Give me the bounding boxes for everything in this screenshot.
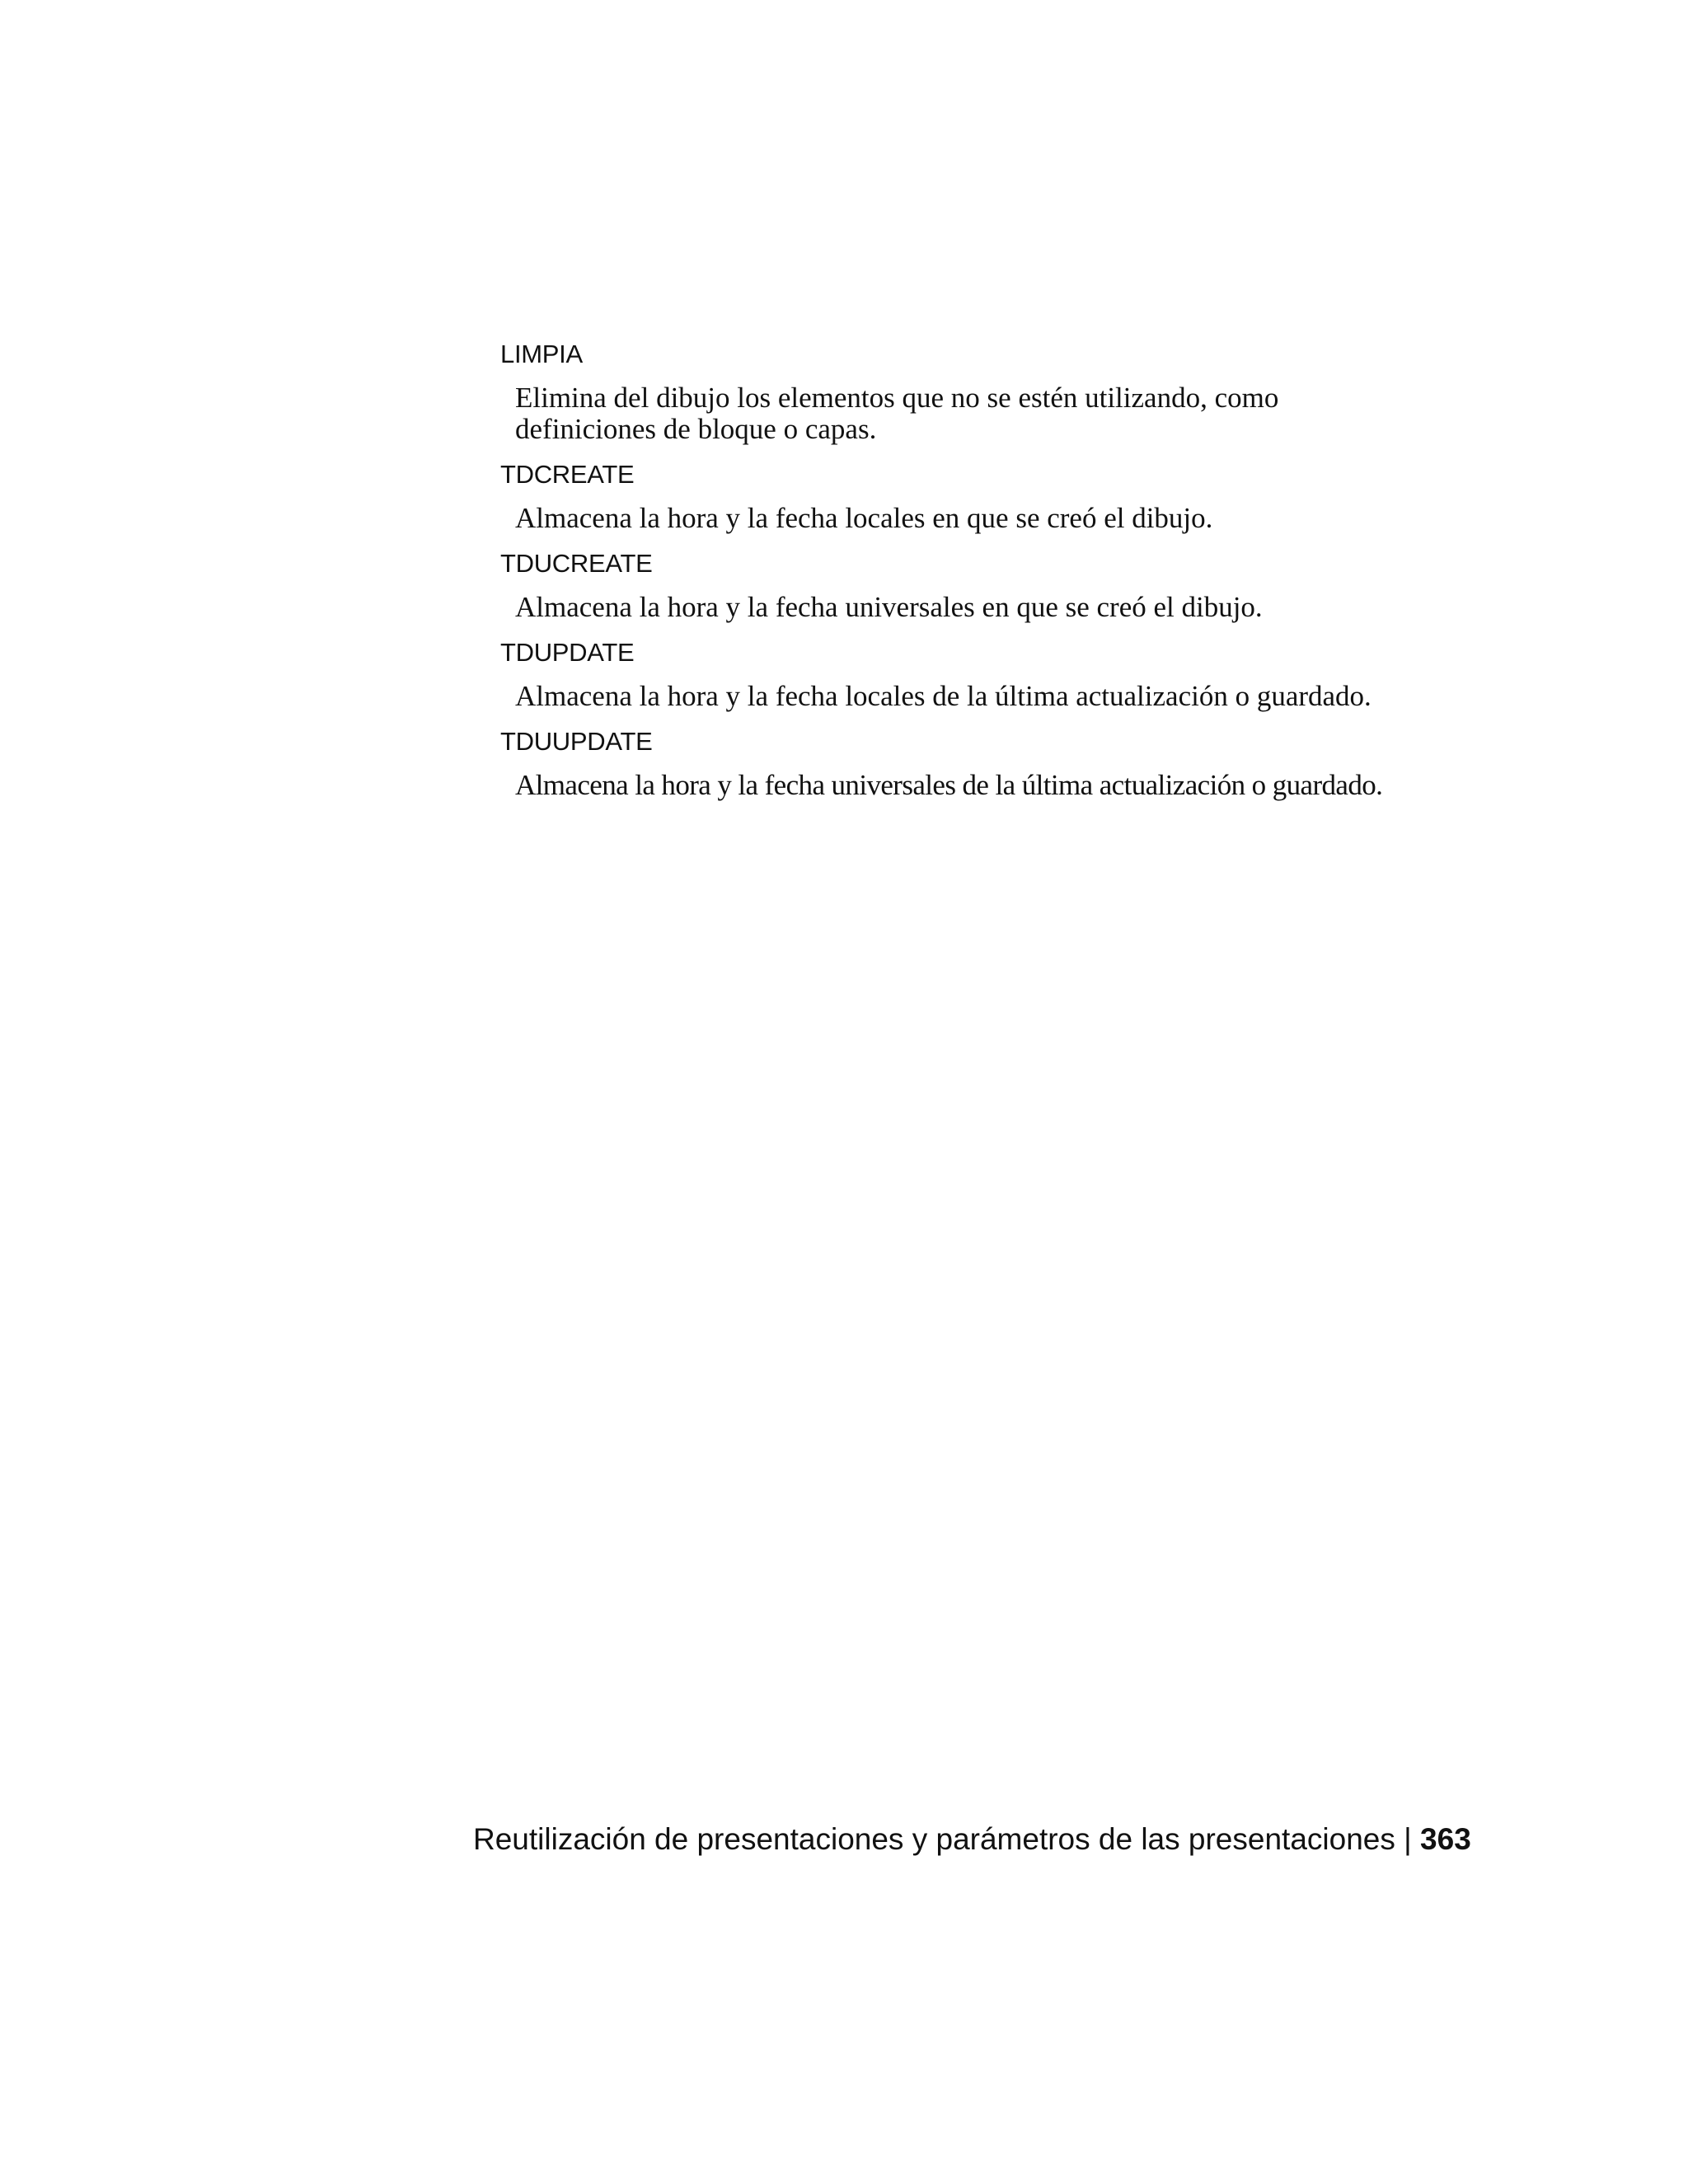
page-footer xyxy=(473,1821,1471,1858)
page-number: 363 xyxy=(1420,1822,1471,1856)
term-tdupdate: TDUPDATE xyxy=(500,638,635,667)
description-tducreate: Almacena la hora y la fecha universales en que se creó el dibujo. xyxy=(515,591,1263,623)
term-tduupdate: TDUUPDATE xyxy=(500,727,653,756)
footer-separator: | xyxy=(1404,1822,1412,1856)
description-tdupdate: Almacena la hora y la fecha locales de la última actualización o guardado. xyxy=(515,680,1372,712)
definition-list xyxy=(500,338,1423,814)
description-tduupdate: Almacena la hora y la fecha universales de la última actualización o guardado. xyxy=(515,769,1383,801)
term-limpia: LIMPIA xyxy=(500,340,583,368)
description-tdcreate: Almacena la hora y la fecha locales en que se creó el dibujo. xyxy=(515,502,1213,534)
description-limpia: Elimina del dibujo los elementos que no se estén utilizando, como definiciones de bloque o capas. xyxy=(515,382,1279,445)
term-tducreate: TDUCREATE xyxy=(500,549,653,578)
chapter-title: Reutilización de presentaciones y parámetros de las presentaciones xyxy=(473,1822,1395,1856)
term-tdcreate: TDCREATE xyxy=(500,460,635,489)
